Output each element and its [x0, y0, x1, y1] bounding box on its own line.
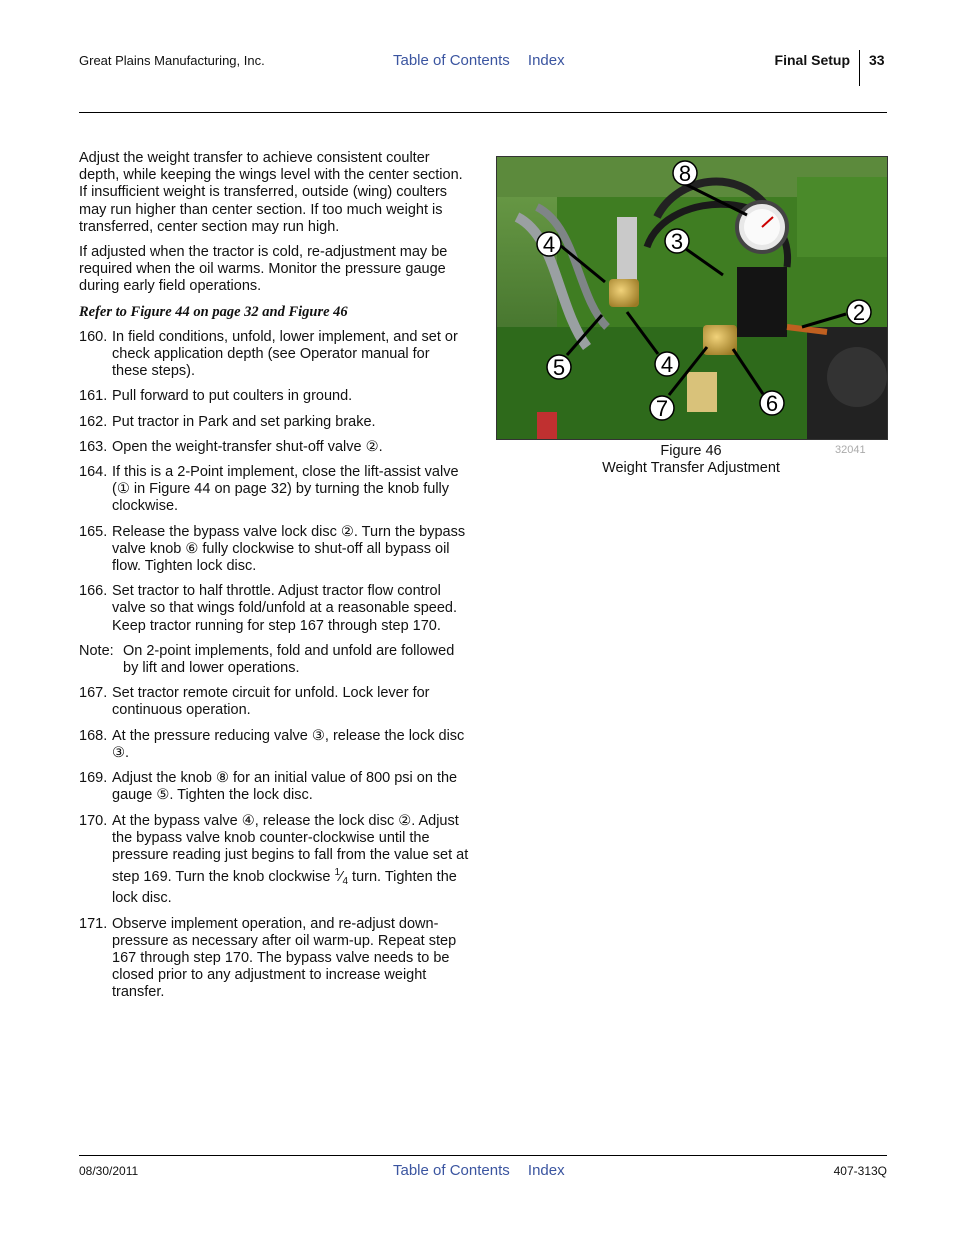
- quarter-fraction: $^1⁄_4$: [334, 867, 349, 888]
- step-170: 170. At the bypass valve ④, release the lock disc ②. Adjust the bypass valve knob counter-clockwise until the pressure reading just begins to fall from the value set at step 169. Turn the knob clockwise $^1⁄_4$ turn. Tighten the lock disc.: [79, 812, 469, 907]
- footer-nav: [393, 1162, 579, 1179]
- step-168: 168. At the pressure reducing valve ③, release the lock disc ③.: [79, 727, 465, 761]
- weight-transfer-photo: [496, 156, 888, 440]
- svg-text:4: 4: [542, 232, 556, 257]
- callout-4b: [655, 352, 679, 377]
- footer-toc-link[interactable]: Table of Contents: [393, 1162, 510, 1179]
- note-label: Note:: [79, 642, 114, 659]
- step-161: 161. Pull forward to put coulters in ground.: [79, 388, 353, 405]
- page-number: 33: [869, 52, 885, 68]
- main-text-column: [79, 150, 469, 1010]
- intro-paragraph: Adjust the weight transfer to achieve consistent coulter depth, while keeping the wings level with the center section. If insufficient weight is transferred, outside (wing) coulters may run higher than center section. If too much weight is transferred, center section may run high.: [79, 150, 463, 235]
- footer-index-link[interactable]: Index: [527, 1162, 565, 1179]
- company-name: Great Plains Manufacturing, Inc.: [79, 53, 265, 68]
- callout-5: [547, 355, 571, 380]
- step-171: 171. Observe implement operation, and re-adjust down-pressure as necessary after oil warm-up. Repeat step 167 through step 170. The bypass valve needs to be closed prior to any adjustment to increase weight transfer.: [79, 915, 457, 1001]
- index-link[interactable]: Index: [527, 52, 565, 69]
- step-166: 166. Set tractor to half throttle. Adjust tractor flow control valve so that wings fold/unfold at a reasonable speed. Keep tractor running for step 167 through step 170.: [79, 583, 458, 634]
- toc-link[interactable]: Table of Contents: [393, 52, 510, 69]
- header-nav: [393, 52, 579, 69]
- figure-title: Weight Transfer Adjustment: [602, 460, 780, 476]
- callout-7: [650, 396, 674, 421]
- step-160: 160. In field conditions, unfold, lower implement, and set or check application depth (see Operator manual for these steps).: [79, 328, 458, 380]
- svg-text:2: 2: [852, 300, 866, 325]
- step-164: 164. If this is a 2-Point implement, close the lift-assist valve (① in Figure 44 on page 32) by turning the knob fully clockwise.: [79, 464, 459, 515]
- svg-text:6: 6: [765, 391, 779, 416]
- header-rule: [79, 112, 887, 113]
- step-163: 163. Open the weight-transfer shut-off valve ②.: [79, 438, 383, 455]
- callout-8: [673, 161, 697, 186]
- svg-text:4: 4: [660, 352, 674, 377]
- step-165: 165. Release the bypass valve lock disc ②. Turn the bypass valve knob ⑥ fully clockwise to shut-off all bypass oil flow. Tighten lock disc.: [79, 523, 466, 575]
- figure-caption: [496, 443, 886, 477]
- step-169: 169. Adjust the knob ⑧ for an initial value of 800 psi on the gauge ⑤. Tighten the lock disc.: [79, 770, 458, 804]
- callout-3: [665, 229, 689, 254]
- figure-code: 32041: [835, 444, 866, 456]
- svg-text:3: 3: [670, 229, 684, 254]
- svg-text:5: 5: [552, 355, 566, 380]
- step-167: 167. Set tractor remote circuit for unfold. Lock lever for continuous operation.: [79, 685, 430, 719]
- callout-4a: [537, 232, 561, 257]
- svg-text:7: 7: [655, 396, 669, 421]
- footer-date: 08/30/2011: [79, 1164, 139, 1178]
- callout-2: [847, 300, 871, 325]
- header-divider: [859, 50, 860, 86]
- figure-label: Figure 46: [660, 443, 722, 459]
- section-title: Final Setup: [774, 52, 850, 68]
- svg-text:8: 8: [678, 161, 692, 186]
- figure-reference: Refer to Figure 44 on page 32 and Figure 46: [79, 303, 348, 320]
- callout-6: [760, 391, 784, 416]
- document-code: 407-313Q: [833, 1164, 887, 1178]
- note: [79, 643, 469, 677]
- warm-oil-paragraph: If adjusted when the tractor is cold, re-adjustment may be required when the oil warms. Monitor the pressure gauge during early field operations.: [79, 244, 448, 295]
- note-text: On 2-point implements, fold and unfold are followed by lift and lower operations.: [123, 642, 455, 677]
- step-162: 162. Put tractor in Park and set parking brake.: [79, 413, 376, 430]
- footer-rule: [79, 1155, 887, 1156]
